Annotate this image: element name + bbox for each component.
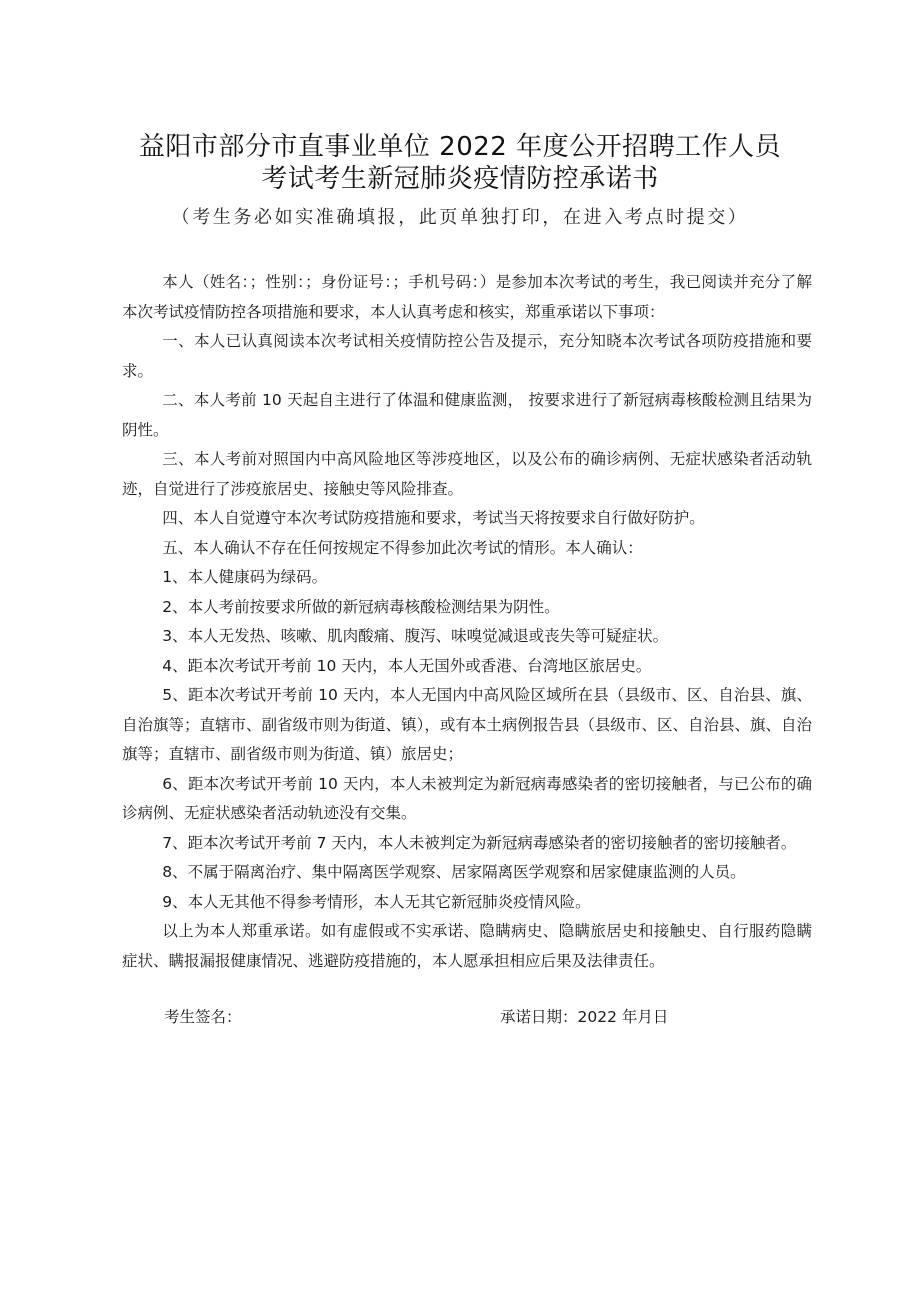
confirmation-item-9: 9、本人无其他不得参考情形，本人无其它新冠肺炎疫情风险。 bbox=[162, 892, 591, 911]
commitment-item-2: 二、本人考前 10 天起自主进行了体温和健康监测， 按要求进行了新冠病毒核酸检测且结果为阴性。 bbox=[122, 391, 812, 439]
intro-paragraph: 本人（姓名：；性别：；身份证号：；手机号码：）是参加本次考试的考生，我已阅读并充分了解本次考试疫情防控各项措施和要求，本人认真考虑和核实，郑重承诺以下事项： bbox=[122, 273, 812, 321]
signature-label: 考生签名： bbox=[164, 1008, 242, 1026]
confirmation-item-7: 7、距本次考试开考前 7 天内，本人未被判定为新冠病毒感染者的密切接触者的密切接触者。 bbox=[162, 833, 797, 852]
confirmation-item-2: 2、本人考前按要求所做的新冠病毒核酸检测结果为阴性。 bbox=[162, 597, 560, 616]
commitment-item-4: 四、本人自觉遵守本次考试防疫措施和要求，考试当天将按要求自行做好防护。 bbox=[162, 509, 705, 527]
closing-paragraph: 以上为本人郑重承诺。如有虚假或不实承诺、隐瞒病史、隐瞒旅居史和接触史、自行服药隐瞒症状、瞒报漏报健康情况、逃避防疫措施的，本人愿承担相应后果及法律责任。 bbox=[122, 922, 812, 970]
confirmation-item-1: 1、本人健康码为绿码。 bbox=[162, 568, 328, 586]
confirmation-item-8: 8、不属于隔离治疗、集中隔离医学观察、居家隔离医学观察和居家健康监测的人员。 bbox=[162, 863, 746, 881]
confirmation-item-3: 3、本人无发热、咳嗽、肌肉酸痛、腹泻、味嗅觉减退或丧失等可疑症状。 bbox=[162, 627, 669, 645]
confirmation-item-4: 4、距本次考试开考前 10 天内，本人无国外或香港、台湾地区旅居史。 bbox=[162, 656, 652, 675]
commitment-date-label: 承诺日期：2022 年月日 bbox=[500, 1008, 669, 1026]
confirmation-item-6: 6、距本次考试开考前 10 天内，本人未被判定为新冠病毒感染者的密切接触者，与已公布的确诊病例、无症状感染者活动轨迹没有交集。 bbox=[122, 774, 812, 822]
document-title-line-1: 益阳市部分市直事业单位 2022 年度公开招聘工作人员 bbox=[138, 132, 782, 162]
document-subtitle: （考生务必如实准确填报，此页单独打印，在进入考点时提交） bbox=[171, 207, 749, 228]
commitment-item-5: 五、本人确认不存在任何按规定不得参加此次考试的情形。本人确认： bbox=[162, 538, 643, 557]
commitment-item-1: 一、本人已认真阅读本次考试相关疫情防控公告及提示，充分知晓本次考试各项防疫措施和要求。 bbox=[122, 332, 812, 380]
document-title-line-2: 考试考生新冠肺炎疫情防控承诺书 bbox=[261, 164, 659, 194]
commitment-item-3: 三、本人考前对照国内中高风险地区等涉疫地区，以及公布的确诊病例、无症状感染者活动轨迹，自觉进行了涉疫旅居史、接触史等风险排查。 bbox=[122, 450, 812, 498]
confirmation-item-5: 5、距本次考试开考前 10 天内，本人无国内中高风险区域所在县（县级市、区、自治县、旗、自治旗等；直辖市、副省级市则为街道、镇），或有本土病例报告县（县级市、区、自治县、旗、自治旗等；直辖市、副省级市则为街道、镇）旅居史； bbox=[122, 686, 812, 763]
document-body bbox=[122, 268, 812, 976]
